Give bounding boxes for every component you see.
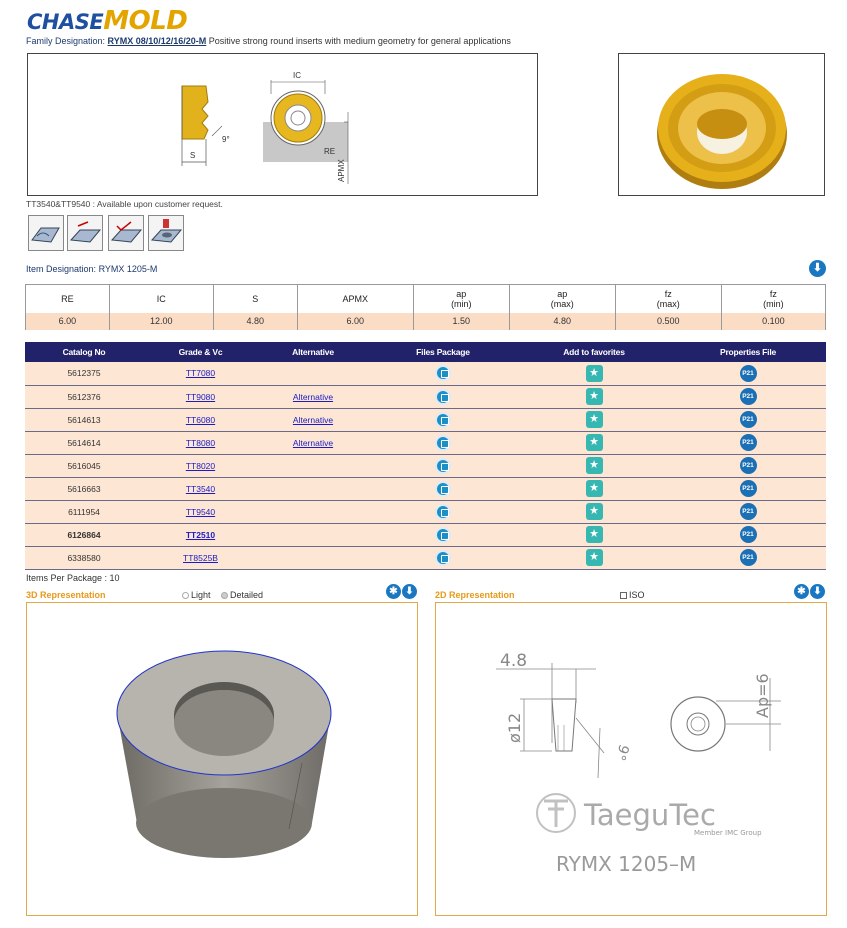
properties-cell: [670, 362, 826, 385]
alternative-cell: [258, 523, 368, 546]
files-cell: [368, 362, 518, 385]
dim-value: 0.100: [721, 313, 825, 330]
catalog-header: Catalog No: [25, 342, 143, 362]
family-designation: [26, 36, 511, 46]
grade-cell: [143, 362, 258, 385]
properties-file-icon[interactable]: P21: [740, 457, 757, 474]
catalog-header: Grade & Vc: [143, 342, 258, 362]
grade-link[interactable]: TT8020: [185, 460, 216, 471]
alternative-cell: [258, 362, 368, 385]
s-label: S: [190, 151, 196, 160]
dim-header: ap (max): [509, 285, 615, 313]
download-icon[interactable]: ⬇: [809, 260, 826, 277]
dim-value: 12.00: [109, 313, 213, 330]
alternative-cell: [258, 500, 368, 523]
catalog-header: Alternative: [258, 342, 368, 362]
dim-header: fz (min): [721, 285, 825, 313]
items-per-package: Items Per Package : 10: [26, 573, 120, 583]
table-row: [25, 408, 826, 431]
properties-cell: [670, 500, 826, 523]
catalog-number: 5614614: [25, 431, 143, 454]
family-label: Family Designation:: [26, 36, 106, 46]
grade-cell: [143, 523, 258, 546]
properties-file-icon[interactable]: P21: [740, 526, 757, 543]
add-favorite-icon[interactable]: ★: [586, 480, 603, 497]
alternative-cell: [258, 408, 368, 431]
favorites-cell: [518, 546, 670, 569]
operation-icon-ramping: [28, 215, 64, 251]
properties-cell: [670, 408, 826, 431]
favorites-cell: [518, 523, 670, 546]
grade-cell: [143, 546, 258, 569]
part-name: RYMX 1205–M: [556, 852, 697, 876]
properties-file-icon[interactable]: P21: [740, 411, 757, 428]
grade-cell: [143, 454, 258, 477]
re-label: RE: [324, 147, 336, 156]
rep3d-title: 3D Representation: [26, 590, 106, 600]
dim-header: APMX: [297, 285, 413, 313]
viewer-2d[interactable]: [435, 602, 827, 916]
viewer-3d[interactable]: [26, 602, 418, 916]
dim-value: 6.00: [26, 313, 110, 330]
add-favorite-icon[interactable]: ★: [586, 365, 603, 382]
properties-file-icon[interactable]: P21: [740, 480, 757, 497]
properties-file-icon[interactable]: P21: [740, 503, 757, 520]
dim-header: RE: [26, 285, 110, 313]
dim-value: 1.50: [413, 313, 509, 330]
operation-icon-slotting: [108, 215, 144, 251]
favorites-cell: [518, 362, 670, 385]
table-row: [25, 362, 826, 385]
dim-ap: Ap=6: [753, 673, 772, 718]
alternative-link[interactable]: Alternative: [292, 437, 334, 448]
chasemold-logo: CHASEMOLD: [27, 6, 188, 36]
add-favorite-icon[interactable]: ★: [586, 388, 603, 405]
radio-detailed[interactable]: Detailed: [221, 590, 263, 600]
insert-photo: [618, 53, 825, 196]
catalog-number: 5614613: [25, 408, 143, 431]
properties-cell: [670, 477, 826, 500]
catalog-number: 6126864: [25, 523, 143, 546]
favorites-cell: [518, 500, 670, 523]
catalog-number: 6111954: [25, 500, 143, 523]
properties-cell: [670, 546, 826, 569]
grade-cell: [143, 431, 258, 454]
favorites-cell: [518, 454, 670, 477]
properties-file-icon[interactable]: P21: [740, 365, 757, 382]
dim-angle: 9°: [611, 742, 632, 763]
favorites-cell: [518, 477, 670, 500]
radio-light[interactable]: Light: [182, 590, 211, 600]
dim-header: ap (min): [413, 285, 509, 313]
table-row: [25, 500, 826, 523]
files-cell: [368, 523, 518, 546]
files-cell: [368, 477, 518, 500]
download-3d-icon[interactable]: ⬇: [402, 584, 417, 599]
grade-link[interactable]: TT2510: [185, 529, 216, 540]
files-cell: [368, 408, 518, 431]
radio-detailed-circle[interactable]: [221, 592, 228, 599]
grade-link[interactable]: TT6080: [185, 414, 216, 425]
item-designation-value: RYMX 1205-M: [98, 264, 158, 274]
radio-light-circle[interactable]: [182, 592, 189, 599]
download-2d-icon[interactable]: ⬇: [810, 584, 825, 599]
properties-cell: [670, 454, 826, 477]
properties-file-icon[interactable]: P21: [740, 434, 757, 451]
technical-drawing: [27, 53, 538, 196]
grade-link[interactable]: TT3540: [185, 483, 216, 494]
operation-icon-facing: [67, 215, 103, 251]
add-favorite-icon[interactable]: ★: [586, 503, 603, 520]
favorites-cell: [518, 408, 670, 431]
iso-checkbox[interactable]: ISO: [620, 590, 645, 600]
add-favorite-icon[interactable]: ★: [586, 434, 603, 451]
add-favorite-icon[interactable]: ★: [586, 549, 603, 566]
dim-value: 4.80: [213, 313, 297, 330]
expand-2d-icon[interactable]: ✱: [794, 584, 809, 599]
favorites-cell: [518, 385, 670, 408]
angle-label: 9°: [222, 135, 230, 144]
properties-file-icon[interactable]: P21: [740, 549, 757, 566]
properties-cell: [670, 431, 826, 454]
properties-file-icon[interactable]: P21: [740, 388, 757, 405]
operation-icon-pocketing: [148, 215, 184, 251]
dim-value: 0.500: [615, 313, 721, 330]
dim-header: S: [213, 285, 297, 313]
brand-name: TaeguTec: [584, 798, 716, 832]
apmx-label: APMX: [337, 159, 346, 182]
files-package-icon[interactable]: [435, 527, 451, 543]
files-cell: [368, 500, 518, 523]
dim-header: IC: [109, 285, 213, 313]
catalog-number: 5612376: [25, 385, 143, 408]
grade-link[interactable]: TT8080: [185, 437, 216, 448]
dim-value: 6.00: [297, 313, 413, 330]
catalog-number: 6338580: [25, 546, 143, 569]
files-package-icon[interactable]: [435, 550, 451, 566]
grade-cell: [143, 385, 258, 408]
alternative-cell: [258, 385, 368, 408]
table-row: [25, 431, 826, 454]
properties-cell: [670, 523, 826, 546]
table-row: [25, 385, 826, 408]
grade-cell: [143, 408, 258, 431]
rep2d-title: 2D Representation: [435, 590, 515, 600]
files-package-icon[interactable]: [435, 504, 451, 520]
files-cell: [368, 546, 518, 569]
files-package-icon[interactable]: [435, 389, 451, 405]
grade-link[interactable]: TT9080: [185, 391, 216, 402]
table-row: [25, 546, 826, 569]
catalog-number: 5612375: [25, 362, 143, 385]
favorites-cell: [518, 431, 670, 454]
catalog-header: Properties File: [670, 342, 826, 362]
alternative-link[interactable]: Alternative: [292, 414, 334, 425]
grade-link[interactable]: TT7080: [185, 368, 216, 379]
alternative-cell: [258, 546, 368, 569]
dim-value: 4.80: [509, 313, 615, 330]
brand-subtitle: Member IMC Group: [694, 829, 762, 837]
add-favorite-icon[interactable]: ★: [586, 457, 603, 474]
grade-link[interactable]: TT9540: [185, 506, 216, 517]
files-package-icon[interactable]: [435, 458, 451, 474]
catalog-header: Files Package: [368, 342, 518, 362]
expand-3d-icon[interactable]: ✱: [386, 584, 401, 599]
table-row: [25, 477, 826, 500]
catalog-header: Add to favorites: [518, 342, 670, 362]
catalog-number: 5616663: [25, 477, 143, 500]
files-cell: [368, 431, 518, 454]
files-package-icon[interactable]: [435, 412, 451, 428]
dimensions-table: [25, 284, 826, 330]
table-row: [25, 454, 826, 477]
dim-s: 4.8: [500, 651, 528, 671]
alternative-link[interactable]: Alternative: [292, 391, 334, 402]
alternative-cell: [258, 454, 368, 477]
catalog-table: [25, 342, 826, 570]
dim-diameter: ø12: [505, 712, 524, 743]
catalog-number: 5616045: [25, 454, 143, 477]
alternative-cell: [258, 477, 368, 500]
files-package-icon[interactable]: [435, 481, 451, 497]
availability-note: TT3540&TT9540 : Available upon customer request.: [26, 199, 223, 209]
add-favorite-icon[interactable]: ★: [586, 526, 603, 543]
files-cell: [368, 385, 518, 408]
add-favorite-icon[interactable]: ★: [586, 411, 603, 428]
grade-cell: [143, 477, 258, 500]
grade-link[interactable]: TT8525B: [183, 552, 218, 563]
ic-label: IC: [293, 71, 301, 80]
files-package-icon[interactable]: [435, 365, 451, 381]
table-row: [25, 523, 826, 546]
family-link[interactable]: RYMX 08/10/12/16/20-M: [107, 36, 207, 46]
dim-header: fz (max): [615, 285, 721, 313]
family-description: Positive strong round inserts with medium geometry for general applications: [208, 36, 511, 46]
alternative-cell: [258, 431, 368, 454]
item-designation: Item Designation: RYMX 1205-M: [26, 264, 158, 274]
iso-checkbox-box[interactable]: [620, 592, 627, 599]
grade-cell: [143, 500, 258, 523]
files-cell: [368, 454, 518, 477]
files-package-icon[interactable]: [435, 435, 451, 451]
properties-cell: [670, 385, 826, 408]
